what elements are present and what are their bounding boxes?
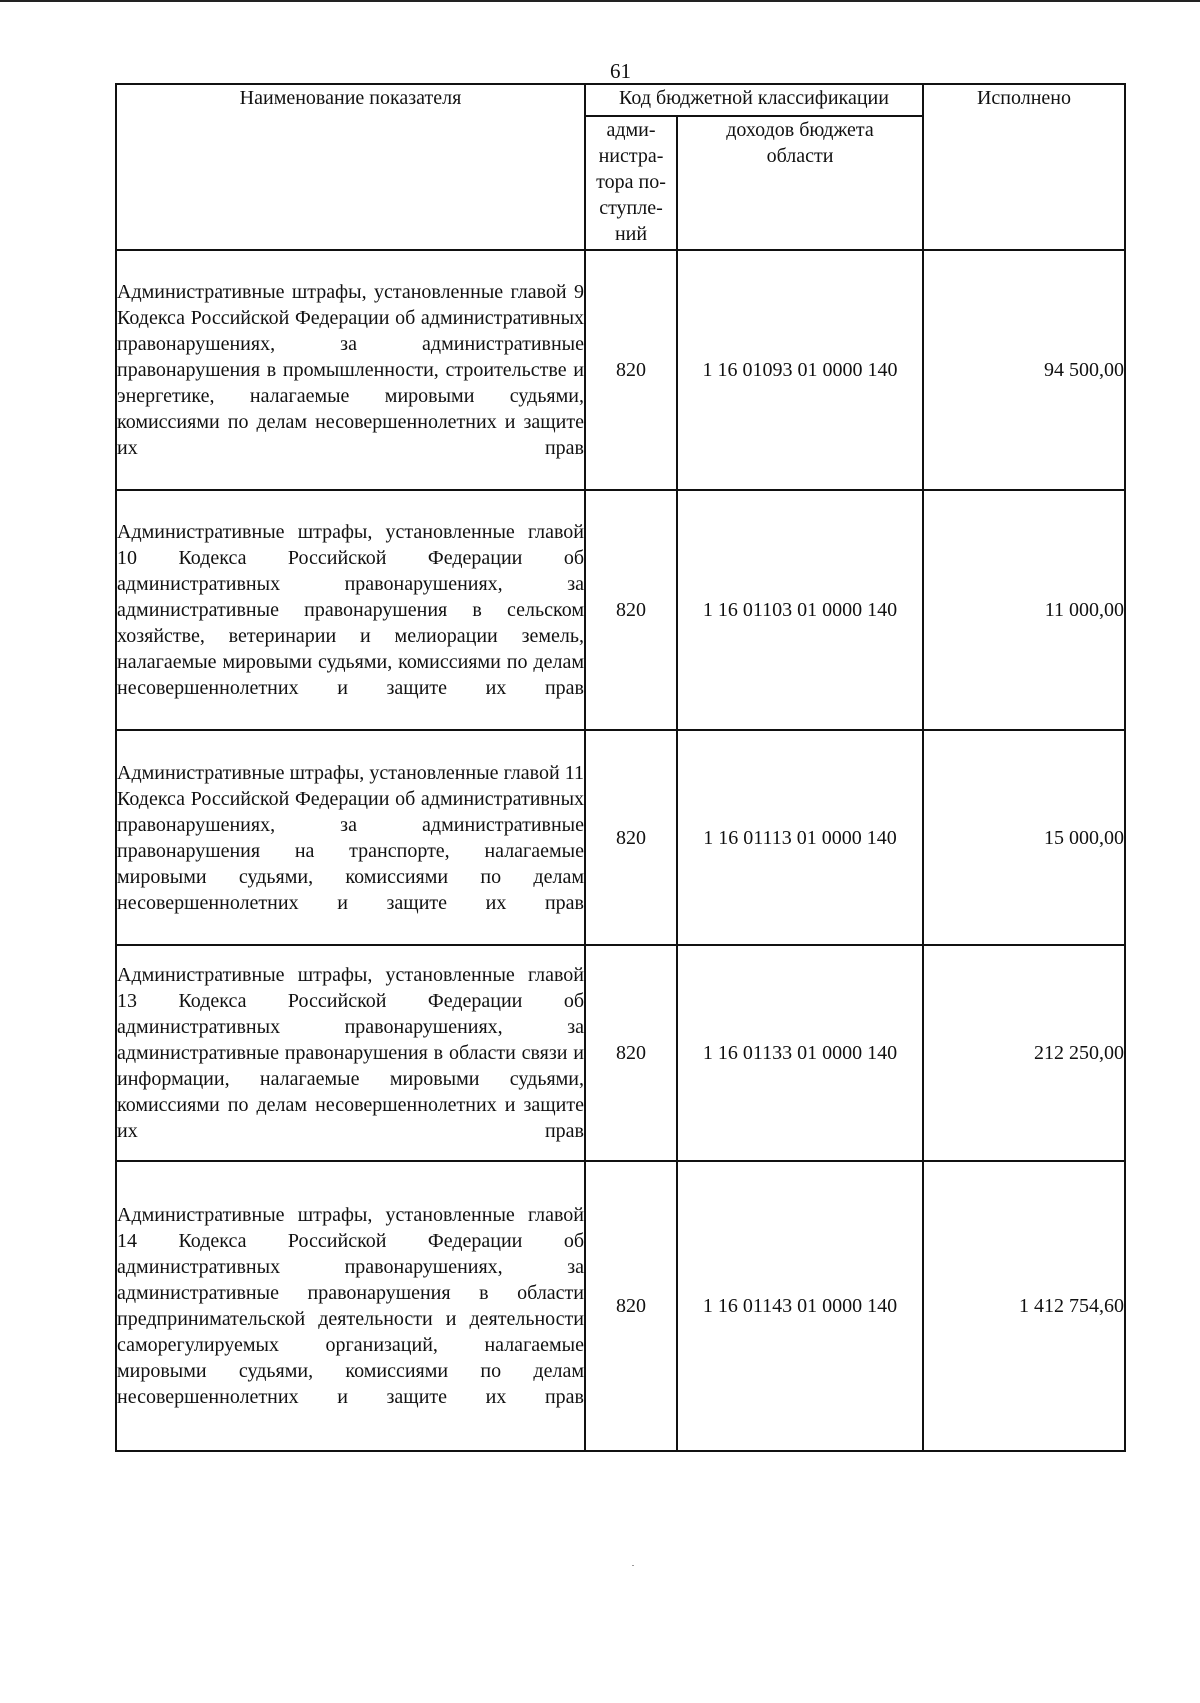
table-row xyxy=(116,945,1125,1161)
header-admin-line: ступле- xyxy=(599,197,663,219)
row-name: Административные штрафы, установленные главой 9 Кодекса Российской Федерации об административных правонарушениях, за административные правонарушения в промышленности, строительстве и энергетике, налагаемые мировыми судьями, комиссиями по делам несовершеннолетних и защите их прав xyxy=(116,250,585,490)
header-admin-line: нистра- xyxy=(598,145,664,167)
row-admin-code: 820 xyxy=(585,490,677,730)
row-name: Административные штрафы, установленные главой 10 Кодекса Российской Федерации об административных правонарушениях, за административные правонарушения в сельском хозяйстве, ветеринарии и мелиорации земель, налагаемые мировыми судьями, комиссиями по делам несовершеннолетних и защите их прав xyxy=(116,490,585,730)
header-admin-line: адми- xyxy=(606,119,656,141)
row-admin-code: 820 xyxy=(585,730,677,945)
row-budget-code: 1 16 01093 01 0000 140 xyxy=(677,250,923,490)
row-executed-amount: 15 000,00 xyxy=(923,730,1125,945)
scan-speck xyxy=(632,1565,634,1566)
budget-table xyxy=(115,83,1126,1452)
row-budget-code: 1 16 01103 01 0000 140 xyxy=(677,490,923,730)
table-row xyxy=(116,1161,1125,1451)
header-done: Исполнено xyxy=(923,84,1125,250)
page-top-edge xyxy=(0,0,1200,2)
page-number: 61 xyxy=(610,59,631,83)
row-budget-code: 1 16 01133 01 0000 140 xyxy=(677,945,923,1161)
header-admin xyxy=(585,116,677,250)
row-admin-code: 820 xyxy=(585,945,677,1161)
header-admin-line: тора по- xyxy=(596,171,666,193)
row-admin-code: 820 xyxy=(585,1161,677,1451)
row-budget-code: 1 16 01113 01 0000 140 xyxy=(677,730,923,945)
table-row xyxy=(116,490,1125,730)
row-executed-amount: 1 412 754,60 xyxy=(923,1161,1125,1451)
table-row xyxy=(116,730,1125,945)
row-executed-amount: 212 250,00 xyxy=(923,945,1125,1161)
header-code-group: Код бюджетной классификации xyxy=(585,84,923,116)
row-executed-amount: 94 500,00 xyxy=(923,250,1125,490)
table-body xyxy=(116,250,1125,1451)
row-executed-amount: 11 000,00 xyxy=(923,490,1125,730)
row-name: Административные штрафы, установленные главой 11 Кодекса Российской Федерации об административных правонарушениях, за административные правонарушения на транспорте, налагаемые мировыми судьями, комиссиями по делам несовершеннолетних и защите их прав xyxy=(116,730,585,945)
header-name: Наименование показателя xyxy=(116,84,585,250)
header-code-line: области xyxy=(766,145,834,167)
header-code xyxy=(677,116,923,250)
row-admin-code: 820 xyxy=(585,250,677,490)
row-budget-code: 1 16 01143 01 0000 140 xyxy=(677,1161,923,1451)
header-admin-line: ний xyxy=(614,223,648,245)
row-name: Административные штрафы, установленные главой 13 Кодекса Российской Федерации об административных правонарушениях, за административные правонарушения в области связи и информации, налагаемые мировыми судьями, комиссиями по делам несовершеннолетних и защите их прав xyxy=(116,945,585,1161)
table-row xyxy=(116,250,1125,490)
table-header xyxy=(116,84,1125,250)
row-name: Административные штрафы, установленные главой 14 Кодекса Российской Федерации об административных правонарушениях, за административные правонарушения в области предпринимательской деятельности и деятельности саморегулируемых организаций, налагаемые мировыми судьями, комиссиями по делам несовершеннолетних и защите их прав xyxy=(116,1161,585,1451)
header-code-line: доходов бюджета xyxy=(726,119,874,141)
